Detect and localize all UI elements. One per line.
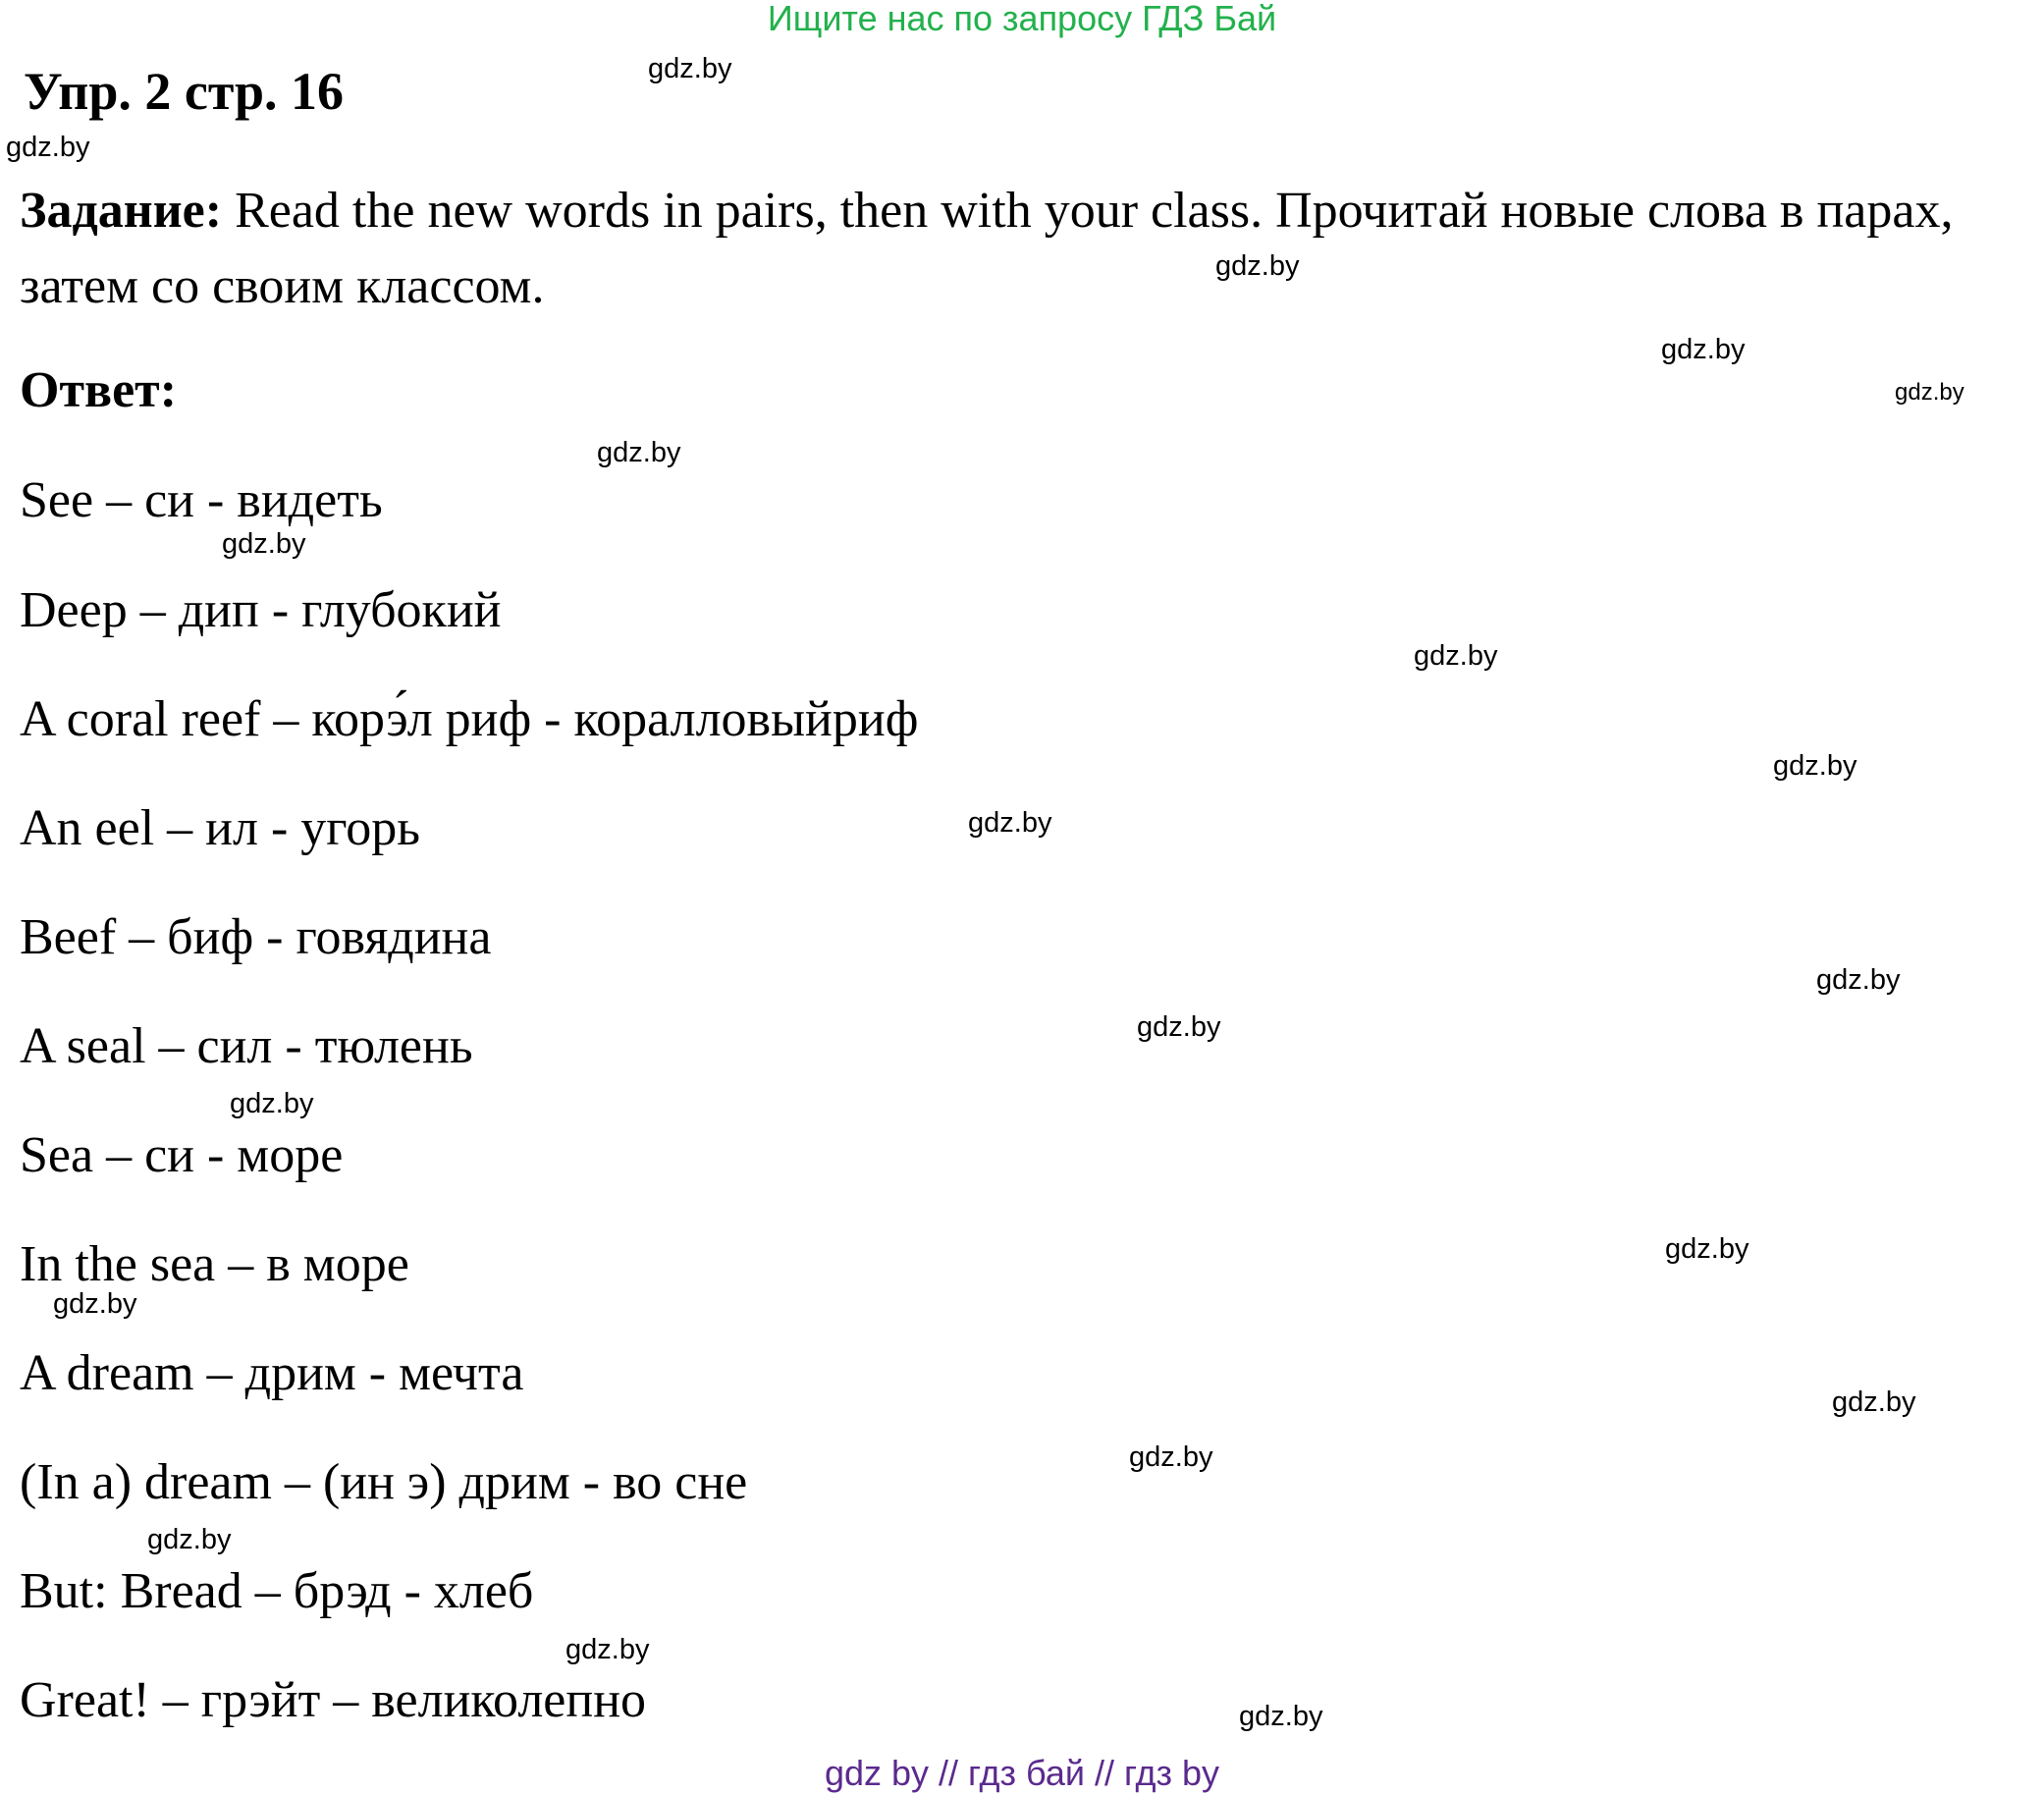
- watermark: gdz.by: [1239, 1701, 1323, 1732]
- watermark: gdz.by: [6, 132, 90, 163]
- word-line: (In a) dream – (ин э) дрим - во сне: [20, 1454, 748, 1510]
- word-line: In the sea – в море: [20, 1236, 409, 1292]
- word-line: Deep – дип - глубокий: [20, 582, 502, 638]
- word-line: A dream – дрим - мечта: [20, 1345, 524, 1401]
- watermark: gdz.by: [968, 807, 1052, 839]
- watermark: gdz.by: [53, 1288, 137, 1320]
- watermark: gdz.by: [597, 437, 681, 468]
- watermark: gdz.by: [648, 53, 732, 84]
- word-line: Beef – биф - говядина: [20, 909, 492, 965]
- bottom-banner: gdz by // гдз бай // гдз by: [824, 1753, 1220, 1793]
- watermark: gdz.by: [1661, 334, 1746, 365]
- watermark: gdz.by: [1895, 379, 1964, 406]
- watermark: gdz.by: [1129, 1441, 1213, 1473]
- word-line: See – си - видеть: [20, 472, 383, 528]
- word-line: Sea – си - море: [20, 1127, 344, 1183]
- watermark: gdz.by: [222, 528, 306, 560]
- watermark: gdz.by: [1832, 1386, 1916, 1418]
- watermark: gdz.by: [1816, 964, 1901, 996]
- task-paragraph: [20, 173, 2042, 324]
- word-line: A seal – сил - тюлень: [20, 1018, 473, 1074]
- watermark: gdz.by: [1215, 250, 1300, 282]
- task-label: Задание:: [20, 183, 223, 239]
- exercise-title: Упр. 2 стр. 16: [24, 62, 345, 121]
- watermark: gdz.by: [230, 1088, 314, 1119]
- word-line: An eel – ил - угорь: [20, 800, 421, 856]
- word-line: A coral reef – корэ́л риф - коралловыйриф: [20, 691, 919, 747]
- word-line: But: Bread – брэд - хлеб: [20, 1563, 534, 1619]
- top-banner: Ищите нас по запросу ГДЗ Бай: [767, 0, 1277, 38]
- watermark: gdz.by: [1137, 1011, 1221, 1043]
- watermark: gdz.by: [565, 1634, 650, 1665]
- word-line: Great! – грэйт – великолепно: [20, 1672, 647, 1728]
- task-text: Read the new words in pairs, then with your class. Прочитай новые слова в парах, затем со своим классом.: [20, 183, 1954, 314]
- watermark: gdz.by: [1773, 750, 1857, 782]
- watermark: gdz.by: [1665, 1233, 1749, 1265]
- answer-label: Ответ:: [20, 362, 178, 418]
- watermark: gdz.by: [147, 1524, 232, 1555]
- watermark: gdz.by: [1414, 640, 1498, 672]
